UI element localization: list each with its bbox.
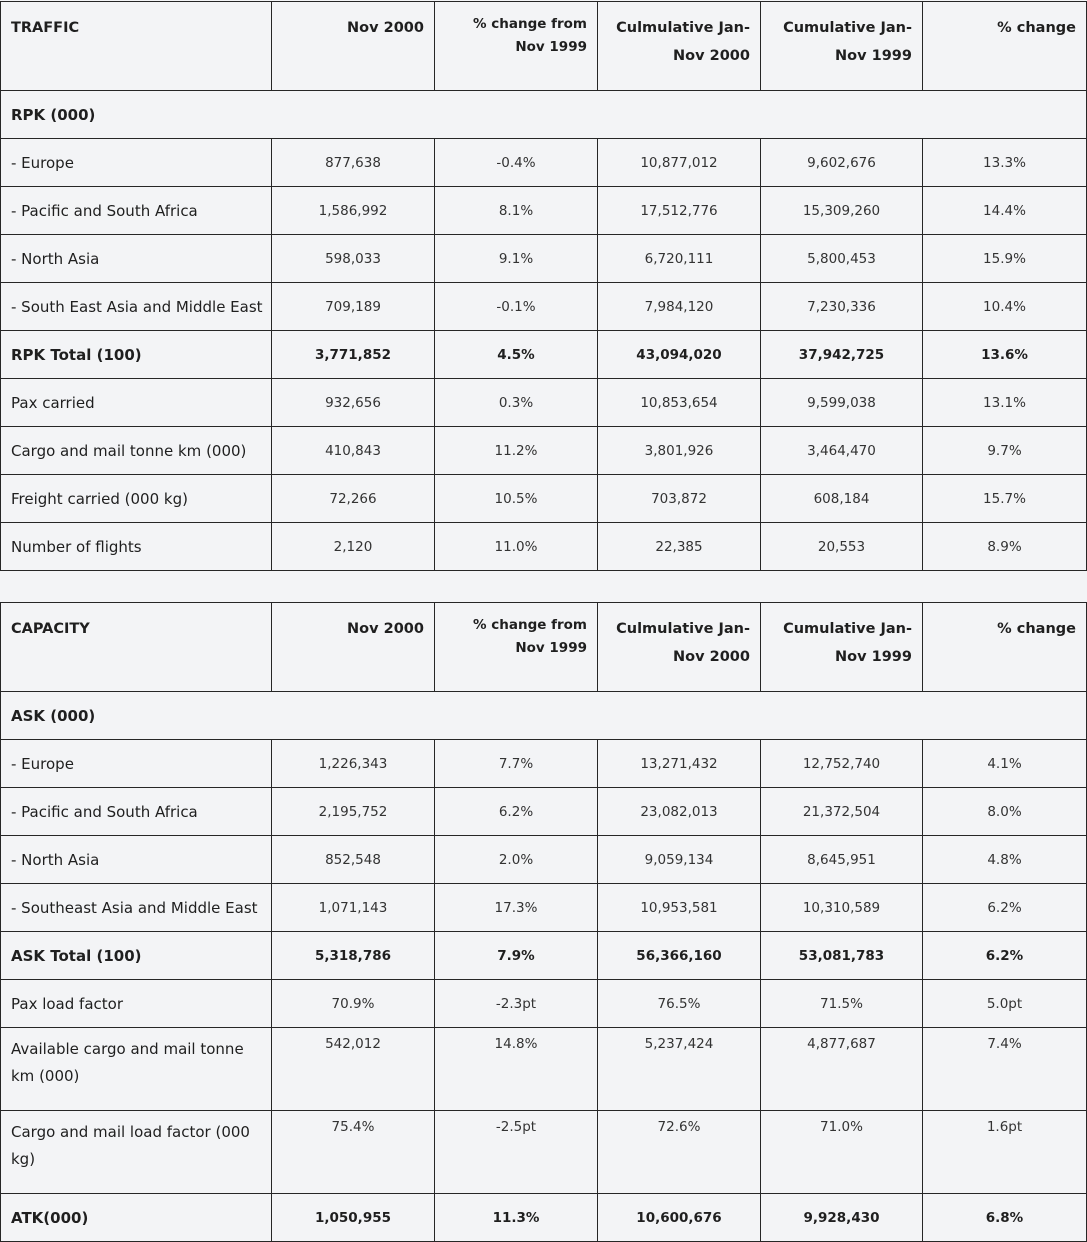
row-label: - North Asia [1,836,272,884]
cell: 43,094,020 [598,331,761,379]
row-label: ATK(000) [1,1194,272,1242]
row-label: - Europe [1,139,272,187]
cell: 2,195,752 [272,788,435,836]
row-label: Cargo and mail load factor (000 kg) [1,1111,272,1194]
row-label: ASK Total (100) [1,932,272,980]
cell: 9,602,676 [761,139,923,187]
cell: 11.2% [435,427,598,475]
cell: 7,230,336 [761,283,923,331]
cell: 10,600,676 [598,1194,761,1242]
cell: 10,953,581 [598,884,761,932]
section-row-ask [1,692,1087,740]
cell: 608,184 [761,475,923,523]
cell: 877,638 [272,139,435,187]
total-row [1,331,1087,379]
cell: 23,082,013 [598,788,761,836]
cell: 6,720,111 [598,235,761,283]
cell: 703,872 [598,475,761,523]
cell: 4,877,687 [761,1028,923,1111]
header-nov-2000: Nov 2000 [272,2,435,91]
cell: 13.6% [923,331,1087,379]
cell: 6.2% [923,884,1087,932]
row-label: Cargo and mail tonne km (000) [1,427,272,475]
cell: 3,771,852 [272,331,435,379]
header-pct-change: % change [923,603,1087,692]
cell: 71.0% [761,1111,923,1194]
cell: 2,120 [272,523,435,571]
table-row [1,788,1087,836]
cell: 71.5% [761,980,923,1028]
header-nov-2000: Nov 2000 [272,603,435,692]
cell: 1.6pt [923,1111,1087,1194]
cell: -2.5pt [435,1111,598,1194]
cell: 10,853,654 [598,379,761,427]
header-cumulative-1999: Cumulative Jan-Nov 1999 [761,603,923,692]
row-label: - Europe [1,740,272,788]
cell: 14.4% [923,187,1087,235]
header-pct-change-nov-1999: % change from Nov 1999 [435,603,598,692]
cell: 14.8% [435,1028,598,1111]
cell: 7.4% [923,1028,1087,1111]
table-row [1,1028,1087,1111]
row-label: Pax carried [1,379,272,427]
capacity-header-row [1,603,1087,692]
cell: 8,645,951 [761,836,923,884]
capacity-header-title: CAPACITY [1,603,272,692]
header-cumulative-2000: Culmulative Jan-Nov 2000 [598,2,761,91]
cell: -0.1% [435,283,598,331]
cell: 1,586,992 [272,187,435,235]
cell: 22,385 [598,523,761,571]
cell: -0.4% [435,139,598,187]
total-row [1,1194,1087,1242]
cell: 15,309,260 [761,187,923,235]
cell: 8.9% [923,523,1087,571]
cell: 4.1% [923,740,1087,788]
row-label: - Pacific and South Africa [1,788,272,836]
table-row [1,980,1087,1028]
row-label: RPK Total (100) [1,331,272,379]
cell: 17,512,776 [598,187,761,235]
cell: 3,464,470 [761,427,923,475]
section-label: RPK (000) [1,91,1087,139]
cell: 15.9% [923,235,1087,283]
cell: 2.0% [435,836,598,884]
row-label: Available cargo and mail tonne km (000) [1,1028,272,1111]
cell: 11.0% [435,523,598,571]
cell: 1,071,143 [272,884,435,932]
capacity-table [0,602,1087,1242]
cell: 709,189 [272,283,435,331]
traffic-header-row [1,2,1087,91]
header-cumulative-1999: Cumulative Jan-Nov 1999 [761,2,923,91]
cell: 932,656 [272,379,435,427]
cell: 20,553 [761,523,923,571]
cell: 4.8% [923,836,1087,884]
cell: 10,310,589 [761,884,923,932]
cell: 4.5% [435,331,598,379]
cell: 13.3% [923,139,1087,187]
cell: 10,877,012 [598,139,761,187]
cell: 1,050,955 [272,1194,435,1242]
cell: 37,942,725 [761,331,923,379]
row-label: - North Asia [1,235,272,283]
table-row [1,740,1087,788]
cell: 6.2% [435,788,598,836]
section-label: ASK (000) [1,692,1087,740]
cell: 6.8% [923,1194,1087,1242]
table-row [1,475,1087,523]
header-cumulative-2000: Culmulative Jan-Nov 2000 [598,603,761,692]
cell: 1,226,343 [272,740,435,788]
cell: 72,266 [272,475,435,523]
table-row [1,427,1087,475]
cell: 7.7% [435,740,598,788]
cell: 56,366,160 [598,932,761,980]
header-pct-change-nov-1999: % change from Nov 1999 [435,2,598,91]
cell: 598,033 [272,235,435,283]
row-label: Number of flights [1,523,272,571]
row-label: - Southeast Asia and Middle East [1,884,272,932]
cell: 8.1% [435,187,598,235]
cell: 7.9% [435,932,598,980]
table-row [1,139,1087,187]
row-label: - South East Asia and Middle East [1,283,272,331]
cell: 11.3% [435,1194,598,1242]
cell: 7,984,120 [598,283,761,331]
table-row [1,379,1087,427]
cell: 10.4% [923,283,1087,331]
cell: 76.5% [598,980,761,1028]
cell: 9,599,038 [761,379,923,427]
cell: 70.9% [272,980,435,1028]
table-row [1,523,1087,571]
section-row-rpk [1,91,1087,139]
cell: 542,012 [272,1028,435,1111]
cell: -2.3pt [435,980,598,1028]
cell: 5.0pt [923,980,1087,1028]
traffic-table [0,1,1087,571]
cell: 9,928,430 [761,1194,923,1242]
cell: 12,752,740 [761,740,923,788]
row-label: Pax load factor [1,980,272,1028]
cell: 852,548 [272,836,435,884]
cell: 9.1% [435,235,598,283]
table-row [1,884,1087,932]
cell: 5,318,786 [272,932,435,980]
cell: 17.3% [435,884,598,932]
row-label: Freight carried (000 kg) [1,475,272,523]
cell: 15.7% [923,475,1087,523]
cell: 13.1% [923,379,1087,427]
cell: 10.5% [435,475,598,523]
cell: 13,271,432 [598,740,761,788]
table-row [1,836,1087,884]
cell: 72.6% [598,1111,761,1194]
table-row [1,187,1087,235]
cell: 21,372,504 [761,788,923,836]
cell: 5,237,424 [598,1028,761,1111]
table-row [1,235,1087,283]
cell: 6.2% [923,932,1087,980]
cell: 75.4% [272,1111,435,1194]
cell: 53,081,783 [761,932,923,980]
cell: 9,059,134 [598,836,761,884]
cell: 8.0% [923,788,1087,836]
cell: 0.3% [435,379,598,427]
traffic-header-title: TRAFFIC [1,2,272,91]
cell: 5,800,453 [761,235,923,283]
cell: 3,801,926 [598,427,761,475]
table-row [1,1111,1087,1194]
table-row [1,283,1087,331]
total-row [1,932,1087,980]
header-pct-change: % change [923,2,1087,91]
row-label: - Pacific and South Africa [1,187,272,235]
cell: 9.7% [923,427,1087,475]
cell: 410,843 [272,427,435,475]
